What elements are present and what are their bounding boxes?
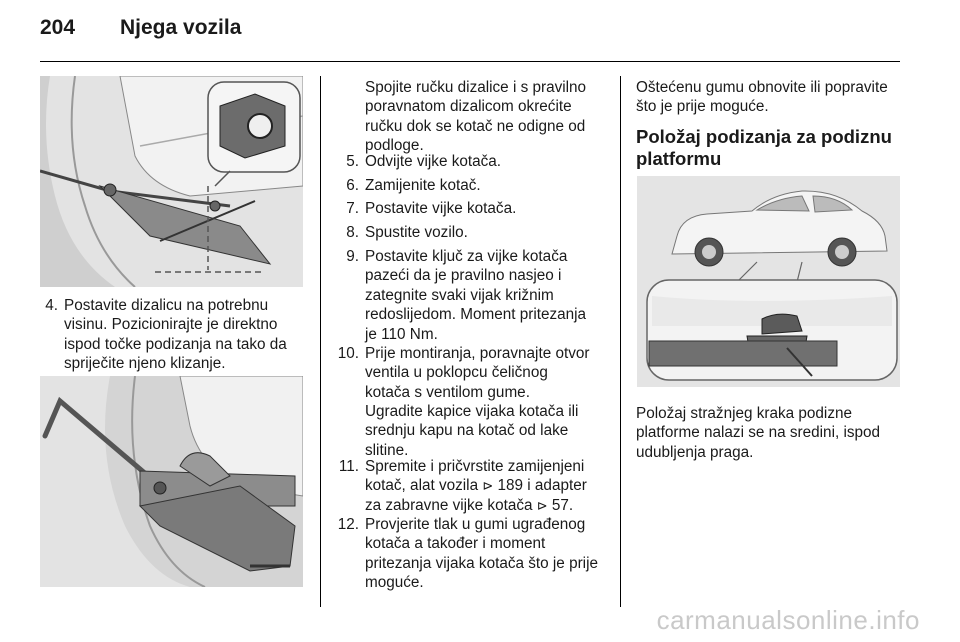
step-10-extra bbox=[365, 402, 615, 460]
section-heading bbox=[636, 126, 901, 170]
step-number: 4. bbox=[45, 297, 58, 314]
figure-caption bbox=[636, 404, 904, 462]
step-line: kotača a također i moment bbox=[365, 535, 546, 553]
para-line: što je prije moguće. bbox=[636, 98, 769, 116]
step-line: Postavite dizalicu na potrebnu bbox=[64, 297, 269, 314]
step-line: Spremite i pričvrstite zamijenjeni bbox=[365, 458, 585, 475]
page-ref-icon: ⊳ bbox=[536, 497, 548, 513]
step-number: 5. bbox=[346, 153, 359, 170]
para-line: Spojite ručku dizalice i s pravilno bbox=[365, 79, 587, 96]
step-line: moguće. bbox=[365, 574, 424, 592]
step-line: kotač, alat vozila ⊳ 189 i adapter bbox=[365, 477, 587, 495]
step-line: zategnite svaki vijak križnim bbox=[365, 286, 554, 304]
caption-line: udubljenja praga. bbox=[636, 443, 754, 461]
step-5 bbox=[346, 152, 615, 171]
step-line: ventila u poklopcu čeličnog bbox=[365, 364, 548, 382]
page-number: 204 bbox=[40, 16, 76, 39]
jack-handle-illustration bbox=[40, 376, 303, 587]
step-line: Prije montiranja, poravnajte otvor bbox=[365, 345, 590, 362]
jack-illustration bbox=[40, 76, 303, 287]
para-line: Oštećenu gumu obnovite ili popravite bbox=[636, 79, 888, 96]
column-divider bbox=[320, 76, 321, 607]
step-line: Postavite ključ za vijke kotača bbox=[365, 248, 568, 265]
page-ref-icon: ⊳ bbox=[482, 478, 494, 494]
step-line: pazeći da je pravilno nasjeo i bbox=[365, 267, 562, 285]
para-line: Ugradite kapice vijaka kotača ili bbox=[365, 403, 579, 420]
step-line: pritezanja vijaka kotača što je prije bbox=[365, 554, 598, 572]
step-4 bbox=[45, 296, 304, 374]
step-number: 11. bbox=[338, 458, 359, 475]
step-number: 12. bbox=[337, 516, 359, 533]
step-line: spriječite njeno klizanje. bbox=[64, 355, 226, 373]
para-line: slitine. bbox=[365, 441, 409, 459]
page-ref-link[interactable]: 189 bbox=[497, 477, 524, 495]
heading-line: platformu bbox=[636, 148, 722, 169]
heading-line: Položaj podizanja za podiznu bbox=[636, 126, 892, 147]
step-12 bbox=[337, 515, 615, 593]
page-ref-link[interactable]: 57. bbox=[551, 496, 574, 514]
step-line: visinu. Pozicionirajte je direktno bbox=[64, 316, 278, 334]
step-8 bbox=[346, 223, 615, 242]
step-number: 10. bbox=[337, 345, 359, 362]
caption-line: platforme nalazi se na sredini, ispod bbox=[636, 424, 881, 442]
intro-paragraph bbox=[636, 78, 904, 117]
page-title: Njega vozila bbox=[120, 16, 242, 39]
step-4-continued bbox=[365, 78, 615, 156]
lift-platform-figure bbox=[637, 176, 900, 387]
step-line: Postavite vijke kotača. bbox=[365, 200, 517, 217]
step-11 bbox=[338, 457, 615, 515]
step-line: kotača s ventilom gume. bbox=[365, 383, 530, 401]
jack-handle-figure bbox=[40, 376, 303, 587]
caption-line: Položaj stražnjeg kraka podizne bbox=[636, 405, 852, 422]
step-line: ispod točke podizanja na tako da bbox=[64, 335, 287, 353]
step-number: 8. bbox=[346, 224, 359, 241]
step-7 bbox=[346, 199, 615, 218]
step-line: Zamijenite kotač. bbox=[365, 177, 481, 194]
jack-position-figure bbox=[40, 76, 303, 287]
watermark: carmanualsonline.info bbox=[656, 605, 920, 635]
step-line: za zabravne vijke kotača ⊳ 57. bbox=[365, 496, 574, 514]
para-line: poravnatom dizalicom okrećite bbox=[365, 98, 572, 116]
para-line: srednju kapu na kotač od lake bbox=[365, 422, 569, 440]
step-line: Spustite vozilo. bbox=[365, 224, 468, 241]
para-line: podloge. bbox=[365, 137, 424, 155]
step-line: redoslijedom. Moment pritezanja bbox=[365, 306, 587, 324]
step-number: 9. bbox=[346, 248, 359, 265]
step-9 bbox=[346, 247, 615, 344]
step-number: 7. bbox=[346, 200, 359, 217]
para-line: ručku dok se kotač ne odigne od bbox=[365, 117, 586, 135]
step-line: je 110 Nm. bbox=[365, 325, 438, 343]
lift-platform-illustration bbox=[637, 176, 900, 387]
step-6 bbox=[346, 176, 615, 195]
column-divider bbox=[620, 76, 621, 607]
header-rule bbox=[40, 61, 900, 62]
step-number: 6. bbox=[346, 177, 359, 194]
step-line: Odvijte vijke kotača. bbox=[365, 153, 502, 170]
step-line: Provjerite tlak u gumi ugrađenog bbox=[365, 516, 586, 533]
step-10 bbox=[337, 344, 615, 402]
